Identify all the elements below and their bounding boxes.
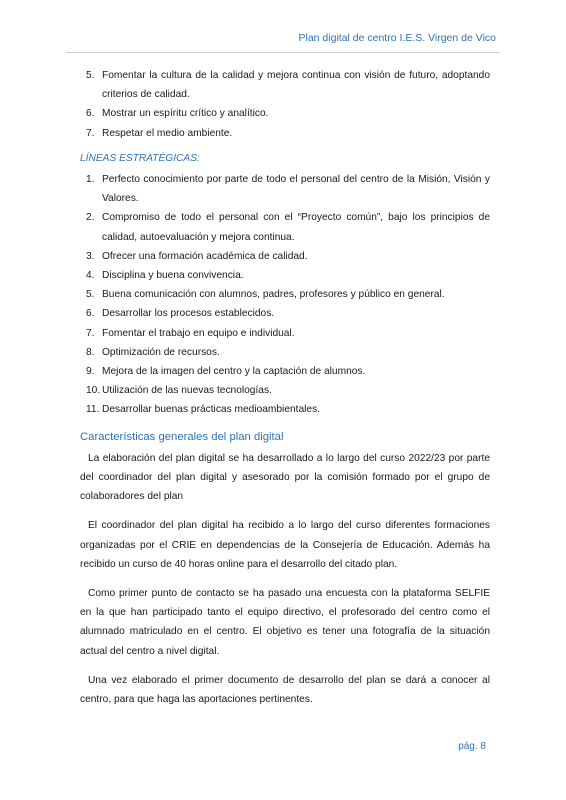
list-number: 5.: [86, 70, 95, 81]
list-item: [80, 247, 490, 266]
paragraph: El coordinador del plan digital ha recibido a lo largo del curso diferentes formaciones organizadas por el CRIE en dependencias de la Consejería de Educación. Además ha recibido un curso de 40 horas online para el desarrollo del citado plan.: [80, 520, 490, 570]
list-number: 10.: [86, 385, 101, 397]
list-number: 7.: [86, 327, 95, 339]
paragraph: Una vez elaborado el primer documento de desarrollo del plan se dará a conocer al centro, para que haga las aportaciones pertinentes.: [80, 674, 490, 706]
list-text: Buena comunicación con alumnos, padres, profesores y público en general.: [102, 289, 445, 301]
list-item: [80, 66, 490, 104]
document-body: [80, 66, 490, 719]
list-text: Ofrecer una formación académica de calidad.: [102, 250, 308, 262]
list-text: Compromiso de todo el personal con el “Proyecto común”, bajo los principios de calidad, autoevaluación y mejora continua.: [102, 212, 490, 243]
list-item: [80, 381, 490, 400]
list-text: Disciplina y buena convivencia.: [102, 270, 244, 282]
list-number: 8.: [86, 346, 95, 358]
list-text: Desarrollar los procesos establecidos.: [102, 308, 275, 320]
section-heading: Características generales del plan digital: [80, 430, 284, 443]
paragraph: Como primer punto de contacto se ha pasado una encuesta con la plataforma SELFIE en la que han participado tanto el equipo directivo, el profesorado del centro como el alumnado matriculado en el centro. El objetivo es tener una fotografía de la situación actual del centro a nivel digital.: [80, 588, 490, 657]
list-number: 3.: [86, 250, 95, 262]
list-item: [80, 324, 490, 343]
list-item: [80, 304, 490, 323]
list-item: [80, 104, 490, 123]
header-divider: [66, 52, 500, 53]
list-number: 11.: [86, 404, 100, 416]
list-item: [80, 343, 490, 362]
list-item: [80, 266, 490, 285]
list-number: 4.: [86, 270, 95, 282]
list-text: Respetar el medio ambiente.: [102, 127, 233, 139]
list-text: Optimización de recursos.: [102, 346, 220, 358]
list-item: [80, 285, 490, 304]
list-item: [80, 124, 490, 143]
list-item: [80, 362, 490, 381]
list-number: 9.: [86, 366, 95, 378]
continued-list: [80, 66, 490, 143]
list-number: 5.: [86, 289, 95, 301]
page-number: pág. 8: [458, 741, 486, 752]
list-text: Fomentar la cultura de la calidad y mejora continua con visión de futuro, adoptando criterios de calidad.: [102, 70, 490, 101]
list-item: [80, 400, 490, 419]
paragraph: La elaboración del plan digital se ha desarrollado a lo largo del curso 2022/23 por parte del coordinador del plan digital y asesorado por la comisión formado por el grupo de colaboradores del plan: [80, 452, 490, 503]
list-number: 2.: [86, 212, 95, 224]
list-number: 1.: [86, 174, 95, 186]
list-item: [80, 208, 490, 246]
list-number: 6.: [86, 108, 95, 120]
list-text: Perfecto conocimiento por parte de todo el personal del centro de la Misión, Visión y Valores.: [102, 174, 490, 205]
list-number: 6.: [86, 308, 95, 320]
strategic-lines-list: [80, 170, 490, 420]
strategic-lines-label: LÍNEAS ESTRATÉGICAS:: [80, 152, 200, 164]
list-text: Fomentar el trabajo en equipo e individual.: [102, 327, 295, 339]
list-text: Mejora de la imagen del centro y la captación de alumnos.: [102, 366, 366, 378]
list-number: 7.: [86, 127, 95, 139]
list-text: Utilización de las nuevas tecnologías.: [102, 385, 272, 397]
list-text: Mostrar un espíritu crítico y analítico.: [102, 108, 269, 120]
list-item: [80, 170, 490, 208]
page-header: Plan digital de centro I.E.S. Virgen de Vico: [298, 32, 496, 44]
list-text: Desarrollar buenas prácticas medioambientales.: [102, 404, 321, 416]
